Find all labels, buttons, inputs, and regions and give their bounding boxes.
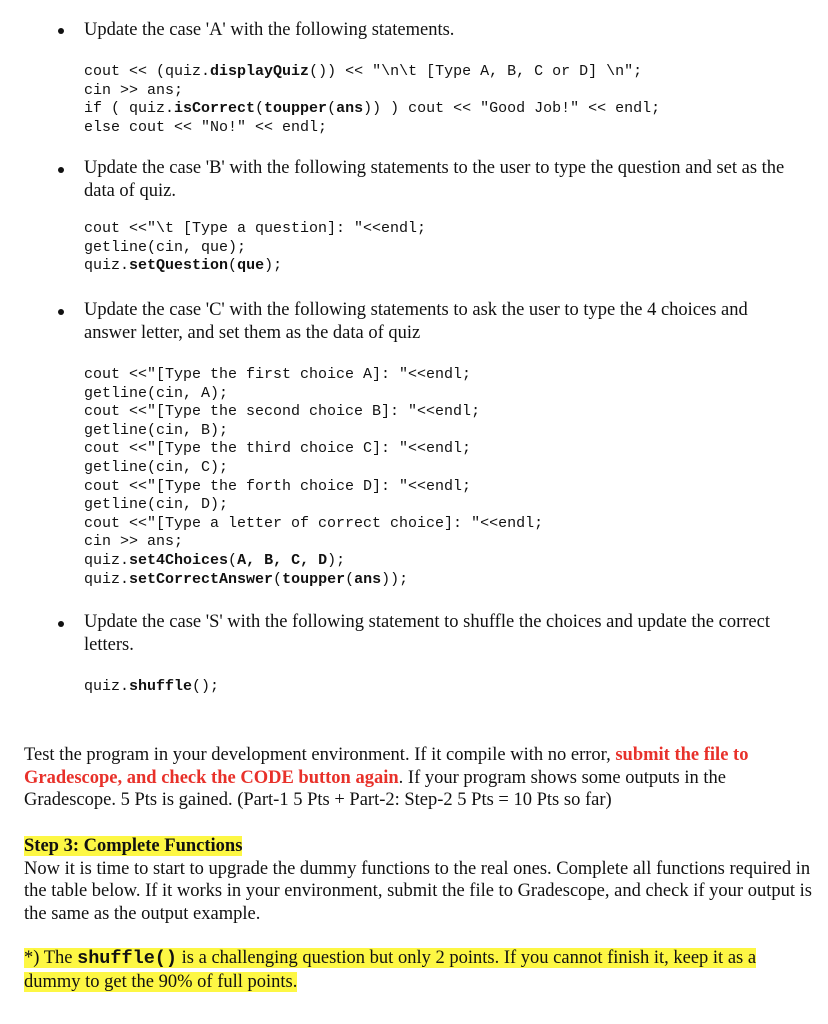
bullet-text: Update the case 'C' with the following statements to ask the user to type the 4 choices and answer letter, and set them as the data of quiz bbox=[84, 300, 748, 343]
code-token-bold: ans bbox=[354, 570, 382, 588]
code-token: cout <<"[Type the first choice A]: "<<endl; bbox=[84, 366, 472, 383]
bullet-text: Update the case 'B' with the following statements to the user to type the question and set as the data of quiz. bbox=[84, 158, 785, 201]
code-token: ( bbox=[228, 257, 238, 275]
code-line bbox=[84, 257, 426, 276]
code-token-bold: isCorrect bbox=[174, 100, 256, 118]
code-token: cout << (quiz. bbox=[84, 63, 211, 80]
bullet-text: Update the case 'A' with the following statements. bbox=[84, 20, 455, 40]
code-token: getline(cin, A); bbox=[84, 384, 229, 402]
code-token: quiz. bbox=[84, 678, 130, 695]
code-line bbox=[84, 366, 543, 385]
test-text-after: . If your program shows some outputs in the Gradescope. 5 Pts is gained. (Part-1 5 Pts + Part-2: Step-2 5 Pts = 10 Pts so far) bbox=[24, 767, 726, 810]
code-line bbox=[84, 385, 543, 404]
bullet-icon bbox=[58, 621, 64, 627]
code-line bbox=[84, 100, 660, 119]
test-text-before: Test the program in your development environment. If it compile with no error, bbox=[24, 745, 616, 765]
code-token: ( bbox=[255, 100, 265, 118]
code-line bbox=[84, 82, 660, 101]
code-token: else cout << "No!" << endl; bbox=[84, 118, 328, 136]
code-line bbox=[84, 571, 543, 590]
note-prefix: *) The bbox=[24, 948, 78, 968]
code-line bbox=[84, 478, 543, 497]
code-token: ( bbox=[327, 100, 337, 118]
code-token: ( bbox=[273, 570, 283, 588]
code-token: cout <<"[Type a letter of correct choice]: "<<endl; bbox=[84, 514, 544, 532]
code-block bbox=[84, 63, 660, 137]
code-block bbox=[84, 678, 219, 697]
code-line bbox=[84, 552, 543, 571]
code-token: quiz. bbox=[84, 570, 130, 588]
code-token: getline(cin, C); bbox=[84, 458, 229, 476]
note-suffix: is a challenging question but only 2 points. If you cannot finish it, keep it as a dummy to get the 90% of full points. bbox=[24, 948, 757, 992]
code-line bbox=[84, 63, 660, 82]
code-token: cin >> ans; bbox=[84, 81, 184, 99]
code-block bbox=[84, 366, 543, 589]
code-line bbox=[84, 496, 543, 515]
code-token: quiz. bbox=[84, 551, 130, 569]
bullet-icon bbox=[58, 28, 64, 34]
code-token: cout <<"\t [Type a question]: "<<endl; bbox=[84, 220, 427, 237]
code-token: getline(cin, que); bbox=[84, 238, 247, 256]
code-token-bold: set4Choices bbox=[129, 551, 229, 569]
code-token: getline(cin, B); bbox=[84, 421, 229, 439]
step3-heading: Step 3: Complete Functions bbox=[24, 836, 243, 856]
code-token: (); bbox=[192, 678, 220, 695]
code-line bbox=[84, 459, 543, 478]
shuffle-note bbox=[24, 947, 814, 993]
code-block bbox=[84, 220, 426, 276]
code-token: )); bbox=[381, 570, 409, 588]
test-instructions bbox=[24, 744, 814, 812]
code-token: ( bbox=[228, 551, 238, 569]
code-token: ()) << "\n\t [Type A, B, C or D] \n"; bbox=[309, 63, 643, 80]
code-line bbox=[84, 422, 543, 441]
code-token-bold: shuffle bbox=[129, 678, 193, 695]
code-line bbox=[84, 515, 543, 534]
submit-highlight: submit the file to Gradescope, and check the CODE button again bbox=[24, 745, 749, 788]
code-token: ); bbox=[327, 551, 346, 569]
code-token: )) ) cout << "Good Job!" << endl; bbox=[363, 100, 661, 118]
step3-body: Now it is time to start to upgrade the dummy functions to the real ones. Complete all functions required in the table below. If it works in your environment, submit the file to Gradescope, and check if your output is the same as the output example. bbox=[24, 858, 812, 924]
code-token: ); bbox=[264, 257, 283, 275]
code-token: getline(cin, D); bbox=[84, 496, 229, 514]
code-token: cout <<"[Type the forth choice D]: "<<endl; bbox=[84, 477, 472, 495]
note-highlight bbox=[24, 948, 756, 992]
code-token: quiz. bbox=[84, 257, 130, 275]
code-token: if ( quiz. bbox=[84, 100, 175, 118]
code-line bbox=[84, 533, 543, 552]
code-token: cout <<"[Type the third choice C]: "<<endl; bbox=[84, 440, 472, 458]
note-code: shuffle() bbox=[77, 948, 178, 969]
code-line bbox=[84, 239, 426, 258]
code-token-bold: displayQuiz bbox=[210, 63, 310, 80]
code-line bbox=[84, 440, 543, 459]
bullet-icon bbox=[58, 309, 64, 315]
code-token-bold: que bbox=[237, 257, 265, 275]
code-token-bold: toupper bbox=[264, 100, 328, 118]
code-line bbox=[84, 119, 660, 138]
bullet-icon bbox=[58, 167, 64, 173]
code-token: cin >> ans; bbox=[84, 533, 184, 551]
code-token: cout <<"[Type the second choice B]: "<<endl; bbox=[84, 403, 481, 421]
code-token: ( bbox=[345, 570, 355, 588]
step3-section bbox=[24, 835, 814, 925]
code-token-bold: toupper bbox=[282, 570, 346, 588]
code-line bbox=[84, 220, 426, 239]
code-line bbox=[84, 678, 219, 697]
code-token-bold: setQuestion bbox=[129, 257, 229, 275]
code-token-bold: ans bbox=[336, 100, 364, 118]
code-token-bold: A, B, C, D bbox=[237, 551, 328, 569]
bullet-text: Update the case 'S' with the following statement to shuffle the choices and update the correct letters. bbox=[84, 612, 770, 655]
code-token-bold: setCorrectAnswer bbox=[129, 570, 274, 588]
code-line bbox=[84, 403, 543, 422]
